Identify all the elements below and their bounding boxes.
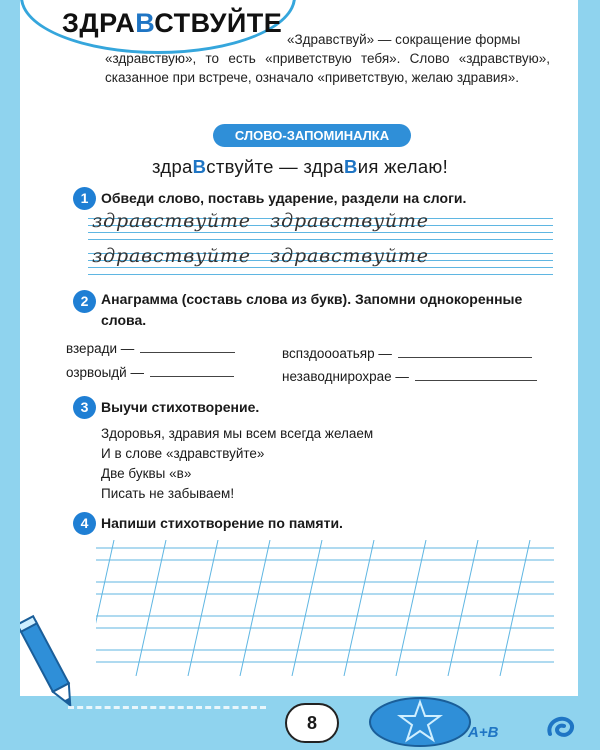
task-3-number: 3 <box>73 396 96 419</box>
anagram-answer-blank[interactable] <box>398 356 532 358</box>
poem-line: Две буквы «в» <box>101 466 192 481</box>
anagram-item: незаводнирохрае — <box>282 369 537 384</box>
anagram-answer-blank[interactable] <box>415 379 537 381</box>
memo-phrase: здраВствуйте — здраВия желаю! <box>151 156 449 177</box>
poem <box>101 424 373 504</box>
swirl-icon <box>542 710 582 746</box>
anagram-item: озрвоыдй — <box>66 365 234 380</box>
memo-badge: СЛОВО-ЗАПОМИНАЛКА <box>213 124 411 147</box>
anagram-answer-blank[interactable] <box>150 375 234 377</box>
title-highlight-letter: В <box>135 8 155 38</box>
task-1-text: Обведи слово, поставь ударение, раздели на слоги. <box>101 190 467 206</box>
poem-line: Здоровья, здравия мы всем всегда желаем <box>101 426 374 441</box>
intro-line-1: «Здравствуй» — сокращение формы <box>287 32 521 47</box>
star-icon <box>368 690 478 748</box>
tracing-word: здравствуйте <box>270 210 429 232</box>
tracing-word: здравствуйте <box>270 245 429 267</box>
poem-line: И в слове «здравствуйте» <box>101 446 265 461</box>
anagram-answer-blank[interactable] <box>140 351 235 353</box>
writing-grid[interactable] <box>96 540 554 676</box>
task-3-text: Выучи стихотворение. <box>101 399 260 415</box>
pencil-icon <box>20 610 80 720</box>
task-2-text: Анаграмма (составь слова из букв). Запомни однокоренные слова. <box>101 291 523 328</box>
page-title: ЗДРАВСТВУЙТЕ <box>62 8 283 38</box>
tracing-word: здравствуйте <box>92 210 251 232</box>
tracing-line-1[interactable] <box>88 212 553 238</box>
tracing-word: здравствуйте <box>92 245 251 267</box>
task-1-number: 1 <box>73 187 96 210</box>
page-number: 8 <box>285 703 339 743</box>
poem-line: Писать не забываем! <box>101 486 235 501</box>
tracing-line-2[interactable] <box>88 247 553 273</box>
ab-label: А+В <box>468 724 499 741</box>
intro-line-2: «здравствую», то есть «приветствую тебя». Слово «здравствую», сказанное при встрече, означало «приветствую, желаю здравия». <box>105 51 550 85</box>
decorative-dashes <box>68 706 266 715</box>
task-4-text: Напиши стихотворение по памяти. <box>101 515 343 531</box>
task-2-number: 2 <box>73 290 96 313</box>
anagram-item: взеради — <box>66 341 235 356</box>
anagram-item: вспздоооатьяр — <box>282 346 532 361</box>
task-4-number: 4 <box>73 512 96 535</box>
